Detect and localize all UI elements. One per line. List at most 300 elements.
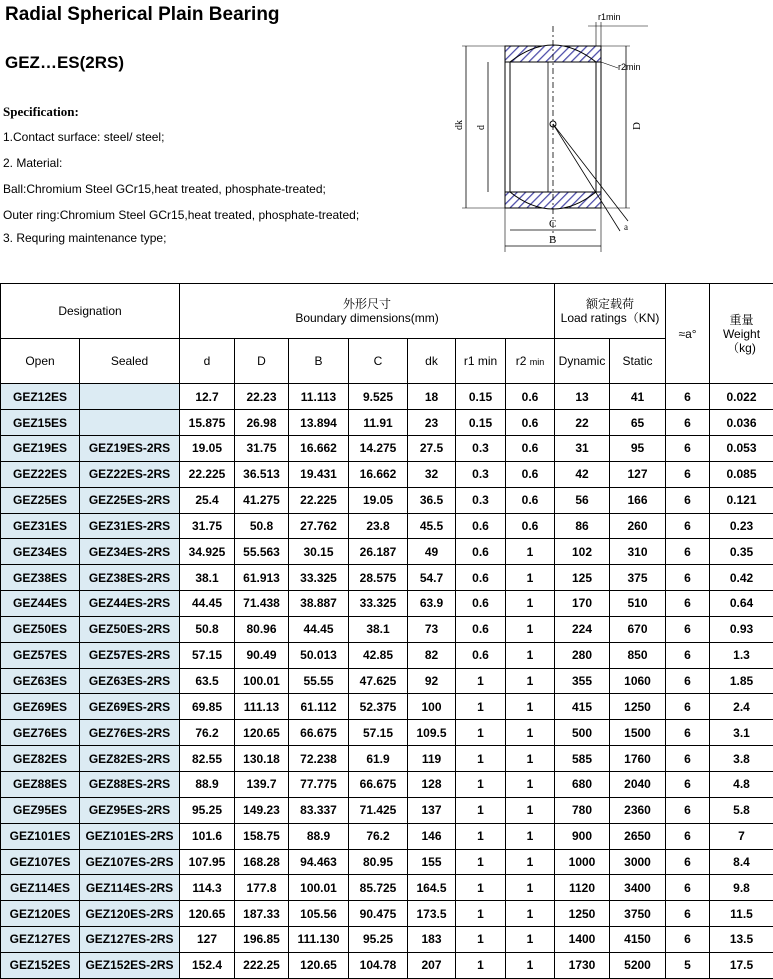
table-row — [1, 927, 773, 953]
cell-angle: 6 — [666, 771, 710, 797]
cell-dynamic: 170 — [555, 591, 610, 617]
cell-d: 152.4 — [180, 952, 235, 978]
cell-angle: 6 — [666, 901, 710, 927]
cell-dynamic: 31 — [555, 436, 610, 462]
cell-B: 66.675 — [289, 720, 349, 746]
cell-dk: 146 — [408, 823, 456, 849]
cell-r2: 1 — [506, 771, 555, 797]
cell-d: 107.95 — [180, 849, 235, 875]
cell-C: 66.675 — [349, 771, 408, 797]
cell-open: GEZ76ES — [1, 720, 80, 746]
bearing-diagram — [448, 6, 670, 256]
label-C: C — [549, 218, 557, 230]
cell-angle: 6 — [666, 539, 710, 565]
cell-d: 88.9 — [180, 771, 235, 797]
cell-dk: 36.5 — [408, 487, 456, 513]
cell-C: 16.662 — [349, 461, 408, 487]
cell-C: 33.325 — [349, 591, 408, 617]
cell-open: GEZ69ES — [1, 694, 80, 720]
cell-dynamic: 224 — [555, 616, 610, 642]
cell-weight: 8.4 — [710, 849, 773, 875]
cell-weight: 0.036 — [710, 410, 773, 436]
cell-angle: 6 — [666, 410, 710, 436]
cell-B: 100.01 — [289, 875, 349, 901]
cell-static: 310 — [610, 539, 666, 565]
cell-r2: 0.6 — [506, 384, 555, 410]
table-row — [1, 746, 773, 772]
cell-static: 1760 — [610, 746, 666, 772]
cell-r1: 0.6 — [456, 539, 506, 565]
cell-static: 670 — [610, 616, 666, 642]
cell-dk: 155 — [408, 849, 456, 875]
cell-static: 1250 — [610, 694, 666, 720]
cell-B: 44.45 — [289, 616, 349, 642]
cell-weight: 5.8 — [710, 797, 773, 823]
cell-B: 50.013 — [289, 642, 349, 668]
cell-C: 23.8 — [349, 513, 408, 539]
cell-r1: 0.15 — [456, 384, 506, 410]
cell-r2: 1 — [506, 591, 555, 617]
cell-r2: 0.6 — [506, 513, 555, 539]
cell-r2: 1 — [506, 694, 555, 720]
cell-C: 90.475 — [349, 901, 408, 927]
label-r1: r1min — [598, 12, 621, 22]
cell-angle: 6 — [666, 513, 710, 539]
header-dynamic: Dynamic — [555, 338, 610, 384]
table-row — [1, 565, 773, 591]
cell-d: 25.4 — [180, 487, 235, 513]
cell-r2: 1 — [506, 642, 555, 668]
cell-D: 222.25 — [235, 952, 289, 978]
header-static: Static — [610, 338, 666, 384]
header-B: B — [289, 338, 349, 384]
cell-d: 76.2 — [180, 720, 235, 746]
cell-sealed — [80, 410, 180, 436]
cell-open: GEZ127ES — [1, 927, 80, 953]
cell-weight: 0.42 — [710, 565, 773, 591]
cell-dynamic: 500 — [555, 720, 610, 746]
cell-static: 4150 — [610, 927, 666, 953]
label-r2: r2min — [618, 62, 641, 72]
cell-r2: 1 — [506, 823, 555, 849]
header-D: D — [235, 338, 289, 384]
table-row — [1, 384, 773, 410]
cell-C: 9.525 — [349, 384, 408, 410]
cell-r1: 1 — [456, 849, 506, 875]
header-dimensions-cn: 外形尺寸 — [343, 296, 392, 311]
table-row — [1, 771, 773, 797]
header-weight-unit: （kg) — [727, 340, 756, 355]
cell-D: 90.49 — [235, 642, 289, 668]
cell-D: 26.98 — [235, 410, 289, 436]
cell-C: 57.15 — [349, 720, 408, 746]
cell-B: 61.112 — [289, 694, 349, 720]
specification-table — [0, 283, 773, 979]
cell-r2: 1 — [506, 797, 555, 823]
cell-weight: 11.5 — [710, 901, 773, 927]
cell-angle: 6 — [666, 875, 710, 901]
cell-B: 22.225 — [289, 487, 349, 513]
cell-angle: 6 — [666, 927, 710, 953]
cell-dynamic: 900 — [555, 823, 610, 849]
cell-r1: 1 — [456, 746, 506, 772]
cell-d: 63.5 — [180, 668, 235, 694]
cell-r2: 0.6 — [506, 436, 555, 462]
cell-weight: 0.35 — [710, 539, 773, 565]
cell-open: GEZ152ES — [1, 952, 80, 978]
cell-D: 120.65 — [235, 720, 289, 746]
table-row — [1, 720, 773, 746]
cell-sealed: GEZ38ES-2RS — [80, 565, 180, 591]
cell-r1: 0.3 — [456, 461, 506, 487]
header-load — [555, 284, 666, 339]
cell-sealed: GEZ57ES-2RS — [80, 642, 180, 668]
header-row — [1, 284, 773, 339]
cell-B: 27.762 — [289, 513, 349, 539]
table-row — [1, 461, 773, 487]
page-title: Radial Spherical Plain Bearing — [5, 4, 280, 25]
cell-static: 65 — [610, 410, 666, 436]
header-r2: r2 — [515, 353, 527, 368]
cell-sealed: GEZ76ES-2RS — [80, 720, 180, 746]
cell-open: GEZ57ES — [1, 642, 80, 668]
cell-sealed: GEZ19ES-2RS — [80, 436, 180, 462]
cell-B: 88.9 — [289, 823, 349, 849]
spec-line: Ball:Chromium Steel GCr15,heat treated, phosphate-treated; — [3, 182, 326, 196]
cell-static: 260 — [610, 513, 666, 539]
cell-static: 5200 — [610, 952, 666, 978]
spec-line: 3. Requring maintenance type; — [3, 231, 167, 245]
cell-r2: 1 — [506, 952, 555, 978]
cell-angle: 6 — [666, 823, 710, 849]
table-row — [1, 875, 773, 901]
cell-D: 168.28 — [235, 849, 289, 875]
table-row — [1, 901, 773, 927]
cell-r1: 1 — [456, 720, 506, 746]
table-row — [1, 694, 773, 720]
cell-D: 71.438 — [235, 591, 289, 617]
cell-static: 95 — [610, 436, 666, 462]
cell-D: 139.7 — [235, 771, 289, 797]
header-weight — [710, 284, 773, 384]
subheader-row — [1, 338, 773, 384]
cell-dk: 100 — [408, 694, 456, 720]
cell-D: 50.8 — [235, 513, 289, 539]
cell-r2: 1 — [506, 668, 555, 694]
cell-sealed: GEZ114ES-2RS — [80, 875, 180, 901]
cell-open: GEZ82ES — [1, 746, 80, 772]
cell-r1: 0.6 — [456, 591, 506, 617]
cell-angle: 6 — [666, 565, 710, 591]
cell-dk: 45.5 — [408, 513, 456, 539]
cell-B: 11.113 — [289, 384, 349, 410]
cell-B: 77.775 — [289, 771, 349, 797]
cell-dk: 207 — [408, 952, 456, 978]
cell-open: GEZ44ES — [1, 591, 80, 617]
cell-d: 31.75 — [180, 513, 235, 539]
cell-d: 127 — [180, 927, 235, 953]
cell-B: 13.894 — [289, 410, 349, 436]
label-d: d — [476, 125, 487, 130]
cell-r1: 1 — [456, 927, 506, 953]
model-title: GEZ…ES(2RS) — [5, 53, 125, 72]
cell-r2: 1 — [506, 746, 555, 772]
header-dk: dk — [408, 338, 456, 384]
cell-static: 850 — [610, 642, 666, 668]
cell-dk: 109.5 — [408, 720, 456, 746]
dimension-r1 — [588, 22, 648, 46]
cell-d: 38.1 — [180, 565, 235, 591]
cell-C: 19.05 — [349, 487, 408, 513]
cell-dk: 23 — [408, 410, 456, 436]
table-body — [1, 384, 773, 979]
spec-line: 2. Material: — [3, 156, 63, 170]
cell-angle: 6 — [666, 797, 710, 823]
cell-dynamic: 22 — [555, 410, 610, 436]
cell-D: 177.8 — [235, 875, 289, 901]
label-B: B — [549, 234, 557, 246]
cell-weight: 0.053 — [710, 436, 773, 462]
cell-C: 95.25 — [349, 927, 408, 953]
header-section — [0, 0, 773, 283]
cell-d: 120.65 — [180, 901, 235, 927]
cell-D: 158.75 — [235, 823, 289, 849]
table-row — [1, 513, 773, 539]
cell-d: 101.6 — [180, 823, 235, 849]
cell-weight: 2.4 — [710, 694, 773, 720]
cell-open: GEZ22ES — [1, 461, 80, 487]
cell-D: 31.75 — [235, 436, 289, 462]
cell-C: 61.9 — [349, 746, 408, 772]
cell-r2: 1 — [506, 927, 555, 953]
cell-dynamic: 1000 — [555, 849, 610, 875]
cell-sealed: GEZ101ES-2RS — [80, 823, 180, 849]
cell-static: 127 — [610, 461, 666, 487]
cell-open: GEZ25ES — [1, 487, 80, 513]
cell-open: GEZ19ES — [1, 436, 80, 462]
cell-angle: 6 — [666, 642, 710, 668]
cell-r2: 1 — [506, 720, 555, 746]
header-C: C — [349, 338, 408, 384]
cell-B: 111.130 — [289, 927, 349, 953]
table-row — [1, 849, 773, 875]
header-load-en: Load ratings（KN) — [560, 310, 660, 325]
cell-sealed: GEZ88ES-2RS — [80, 771, 180, 797]
cell-r1: 1 — [456, 875, 506, 901]
cell-angle: 6 — [666, 461, 710, 487]
header-load-cn: 额定载荷 — [586, 296, 635, 311]
cell-static: 2040 — [610, 771, 666, 797]
cell-sealed: GEZ34ES-2RS — [80, 539, 180, 565]
header-r1min: r1 min — [456, 338, 506, 384]
cell-D: 149.23 — [235, 797, 289, 823]
cell-dynamic: 42 — [555, 461, 610, 487]
header-dimensions-en: Boundary dimensions(mm) — [295, 310, 439, 325]
cell-weight: 3.1 — [710, 720, 773, 746]
cell-dk: 128 — [408, 771, 456, 797]
table-row — [1, 410, 773, 436]
cell-dynamic: 280 — [555, 642, 610, 668]
cell-r2: 1 — [506, 901, 555, 927]
cell-d: 57.15 — [180, 642, 235, 668]
cell-static: 3400 — [610, 875, 666, 901]
cell-d: 69.85 — [180, 694, 235, 720]
header-dimensions — [180, 284, 555, 339]
cell-angle: 6 — [666, 720, 710, 746]
cell-D: 61.913 — [235, 565, 289, 591]
cell-r2: 1 — [506, 875, 555, 901]
cell-static: 3000 — [610, 849, 666, 875]
table-row — [1, 642, 773, 668]
table-row — [1, 797, 773, 823]
cell-weight: 0.64 — [710, 591, 773, 617]
cell-C: 76.2 — [349, 823, 408, 849]
cell-sealed: GEZ82ES-2RS — [80, 746, 180, 772]
cell-r1: 1 — [456, 771, 506, 797]
spec-line: Outer ring:Chromium Steel GCr15,heat treated, phosphate-treated; — [3, 208, 360, 222]
cell-weight: 0.022 — [710, 384, 773, 410]
cell-B: 38.887 — [289, 591, 349, 617]
table-row — [1, 539, 773, 565]
cell-open: GEZ120ES — [1, 901, 80, 927]
cell-sealed: GEZ50ES-2RS — [80, 616, 180, 642]
cell-D: 196.85 — [235, 927, 289, 953]
cell-angle: 6 — [666, 591, 710, 617]
dimension-r2 — [601, 62, 618, 68]
cell-D: 41.275 — [235, 487, 289, 513]
cell-dk: 54.7 — [408, 565, 456, 591]
cell-angle: 6 — [666, 849, 710, 875]
cell-dynamic: 56 — [555, 487, 610, 513]
cell-dk: 73 — [408, 616, 456, 642]
table-row — [1, 616, 773, 642]
cell-B: 94.463 — [289, 849, 349, 875]
cell-dynamic: 1730 — [555, 952, 610, 978]
cell-r1: 0.6 — [456, 513, 506, 539]
cell-dk: 92 — [408, 668, 456, 694]
cell-sealed: GEZ31ES-2RS — [80, 513, 180, 539]
cell-B: 55.55 — [289, 668, 349, 694]
cell-weight: 0.23 — [710, 513, 773, 539]
cell-C: 85.725 — [349, 875, 408, 901]
cell-static: 510 — [610, 591, 666, 617]
header-r2-min: min — [529, 356, 545, 367]
cell-d: 19.05 — [180, 436, 235, 462]
cell-dynamic: 585 — [555, 746, 610, 772]
cell-dk: 18 — [408, 384, 456, 410]
cell-open: GEZ12ES — [1, 384, 80, 410]
cell-D: 55.563 — [235, 539, 289, 565]
cell-B: 83.337 — [289, 797, 349, 823]
cell-dk: 137 — [408, 797, 456, 823]
cell-C: 26.187 — [349, 539, 408, 565]
cell-dk: 32 — [408, 461, 456, 487]
cell-open: GEZ15ES — [1, 410, 80, 436]
cell-static: 1500 — [610, 720, 666, 746]
cell-open: GEZ95ES — [1, 797, 80, 823]
cell-C: 80.95 — [349, 849, 408, 875]
label-D: D — [631, 122, 643, 130]
cell-angle: 6 — [666, 616, 710, 642]
cell-r1: 0.3 — [456, 436, 506, 462]
cell-sealed: GEZ120ES-2RS — [80, 901, 180, 927]
cell-D: 130.18 — [235, 746, 289, 772]
cell-D: 36.513 — [235, 461, 289, 487]
cell-angle: 6 — [666, 668, 710, 694]
cell-r2: 1 — [506, 849, 555, 875]
cell-r1: 1 — [456, 901, 506, 927]
cell-r1: 1 — [456, 668, 506, 694]
spec-line: 1.Contact surface: steel/ steel; — [3, 130, 165, 144]
cell-dynamic: 355 — [555, 668, 610, 694]
cell-dk: 82 — [408, 642, 456, 668]
cell-C: 52.375 — [349, 694, 408, 720]
cell-sealed: GEZ107ES-2RS — [80, 849, 180, 875]
label-alpha: a — [624, 222, 628, 232]
cell-d: 15.875 — [180, 410, 235, 436]
cell-D: 187.33 — [235, 901, 289, 927]
cell-angle: 6 — [666, 694, 710, 720]
cell-weight: 4.8 — [710, 771, 773, 797]
cell-weight: 13.5 — [710, 927, 773, 953]
table-row — [1, 823, 773, 849]
cell-D: 22.23 — [235, 384, 289, 410]
header-open: Open — [1, 338, 80, 384]
cell-C: 28.575 — [349, 565, 408, 591]
header-sealed: Sealed — [80, 338, 180, 384]
table-row — [1, 668, 773, 694]
cell-r1: 0.6 — [456, 616, 506, 642]
cell-weight: 1.3 — [710, 642, 773, 668]
cell-D: 100.01 — [235, 668, 289, 694]
cell-weight: 0.121 — [710, 487, 773, 513]
cell-static: 41 — [610, 384, 666, 410]
cell-r2: 0.6 — [506, 410, 555, 436]
cell-dk: 49 — [408, 539, 456, 565]
cell-sealed: GEZ22ES-2RS — [80, 461, 180, 487]
cell-weight: 7 — [710, 823, 773, 849]
cell-open: GEZ107ES — [1, 849, 80, 875]
cell-C: 11.91 — [349, 410, 408, 436]
cell-sealed — [80, 384, 180, 410]
cell-weight: 17.5 — [710, 952, 773, 978]
cell-angle: 6 — [666, 746, 710, 772]
cell-static: 2650 — [610, 823, 666, 849]
cell-B: 30.15 — [289, 539, 349, 565]
cell-r1: 1 — [456, 823, 506, 849]
cell-weight: 1.85 — [710, 668, 773, 694]
cell-dynamic: 1120 — [555, 875, 610, 901]
header-weight-en: Weight — [722, 326, 761, 341]
cell-open: GEZ38ES — [1, 565, 80, 591]
cell-dk: 173.5 — [408, 901, 456, 927]
cell-angle: 6 — [666, 384, 710, 410]
label-dk: dk — [454, 120, 465, 130]
cell-weight: 0.93 — [710, 616, 773, 642]
cell-dk: 164.5 — [408, 875, 456, 901]
header-weight-cn: 重量 — [729, 312, 754, 327]
cell-r2: 1 — [506, 565, 555, 591]
cell-sealed: GEZ25ES-2RS — [80, 487, 180, 513]
cell-r1: 1 — [456, 952, 506, 978]
cell-dynamic: 780 — [555, 797, 610, 823]
header-r2min — [506, 338, 555, 384]
table-row — [1, 591, 773, 617]
cell-r2: 0.6 — [506, 461, 555, 487]
cell-static: 3750 — [610, 901, 666, 927]
cell-C: 14.275 — [349, 436, 408, 462]
cell-C: 47.625 — [349, 668, 408, 694]
